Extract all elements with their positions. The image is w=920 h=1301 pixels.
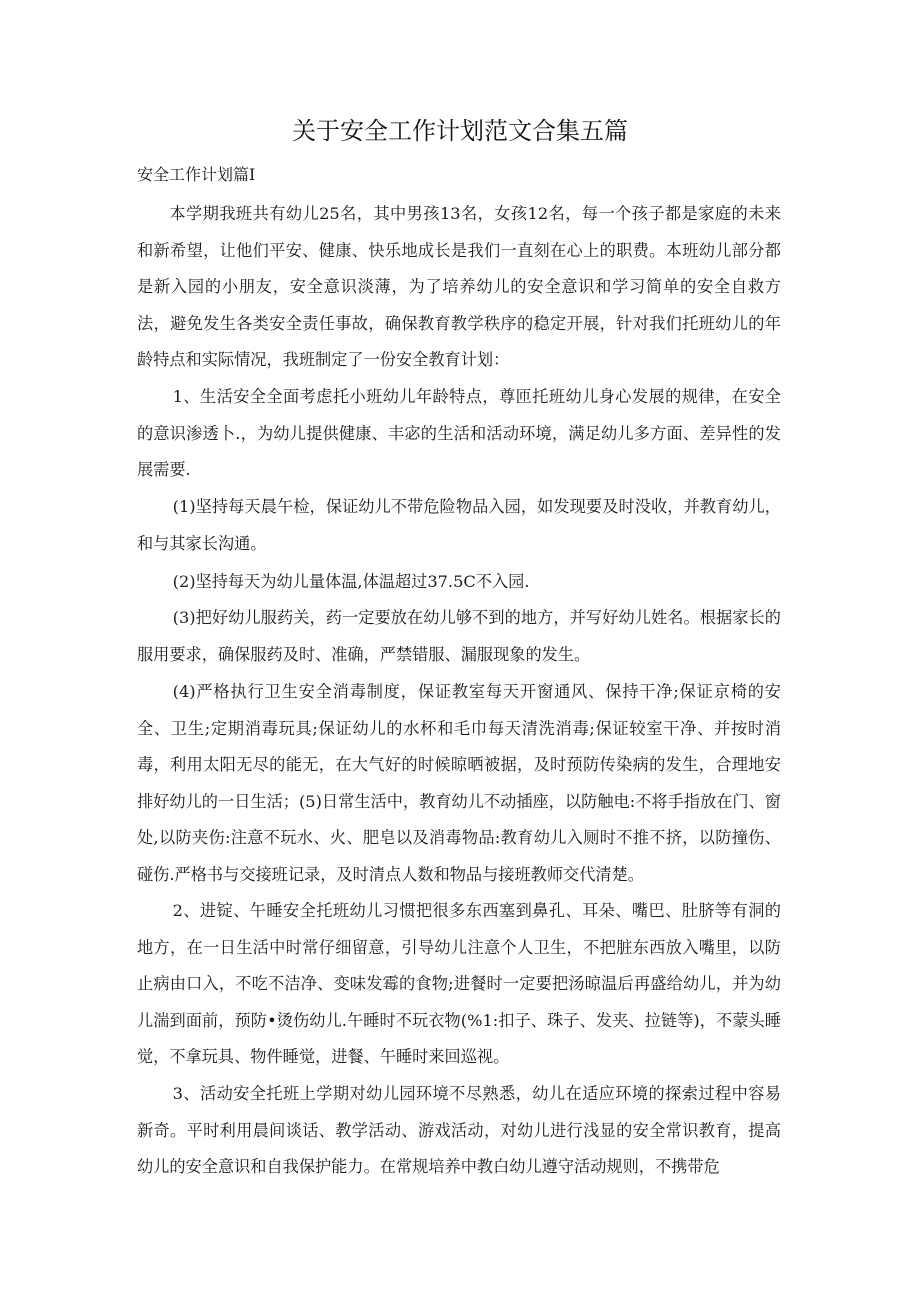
paragraph-meal-nap-safety: 2、进锭、午睡安全托班幼儿习惯把很多东西塞到鼻孔、耳朵、嘴巴、肚脐等有洞的地方，在一日生活中时常仔细留意，引导幼儿注意个人卫生，不把脏东西放入嘴里，以防止病由口入，不吃不洁净、变味发霉的食物;进餐时一定要把汤晾温后再盛给幼儿，并为幼儿湍到面前，预防•烫伤幼儿.午睡时不玩衣物(%1:扣子、珠子、发夹、拉链等)，不蒙头睡觉，不拿玩具、物件睡觉，进餐、午睡时来回巡视。 (137, 901, 781, 1067)
paragraph-item-4: (4)严格执行卫生安全消毒制度，保证教室每天开窗通风、保持干净;保证京椅的安全、卫生;定期消毒玩具;保证幼儿的水杯和毛巾每天清洗消毒;保证较室干净、并按时消毒，利用太阳无尽的能无，在大气好的时候晾晒被据，及时预防传染病的发生，合理地安排好幼儿的一日生活；(5)日常生活中，教育幼儿不动插座，以防触电:不将手指放在门、窗处,以防夹伤:注意不玩水、火、肥皂以及消毒物品:教育幼儿入厕时不推不挤，以防撞伤、碰伤.严格书与交接班记录，及时清点人数和物品与接班教师交代清楚。 (137, 682, 781, 884)
paragraph-life-safety: 1、生活安全全面考虑托小班幼儿年龄特点，尊匝托班幼儿身心发展的规律，在安全的意识渗透卜.，为幼儿提供健康、丰宓的生活和活动环境，满足幼儿多方面、差异性的发展需要. (137, 387, 781, 480)
paragraph-intro: 本学期我班共有幼儿25名，其中男孩13名，女孩12名，每一个孩子都是家庭的未来和新希望，让他们平安、健康、快乐地成长是我们一直刻在心上的职费。本班幼儿部分都是新入园的小朋友，安全意识淡薄，为了培养幼儿的安全意识和学习简单的安全自救方法，避免发生各类安全责任事故，确保教育教学秩序的稳定开展，针对我们托班幼儿的年龄特点和实际情况，我班制定了一份安全教育计划： (137, 204, 781, 370)
paragraph-item-1: (1)坚持每天晨午检，保证幼儿不带危险物品入园，如发现要及时没收，并教育幼儿，和与其家长沟通。 (137, 497, 781, 553)
paragraph-item-2: (2)坚持每天为幼儿量体温,体温超过37.5C不入园. (172, 572, 530, 591)
section-heading: 安全工作计划篇I (137, 165, 256, 184)
document-title: 关于安全工作计划范文合集五篇 (292, 117, 628, 145)
paragraph-item-3: (3)把好幼儿服药关，药一定要放在幼儿够不到的地方，并写好幼儿姓名。根据家长的服用要求，确保服药及时、准确，严禁错服、漏服现象的发生。 (137, 608, 781, 664)
paragraph-activity-safety: 3、活动安全托班上学期对幼儿园环境不尽熟悉，幼儿在适应环境的探索过程中容易新奇。平时利用晨间谈话、教学活动、游戏活动，对幼儿进行浅显的安全常识教育，提高幼儿的安全意识和自我保护能力。在常规培养中教白幼儿遵守活动规则，不携带危 (137, 1084, 781, 1177)
